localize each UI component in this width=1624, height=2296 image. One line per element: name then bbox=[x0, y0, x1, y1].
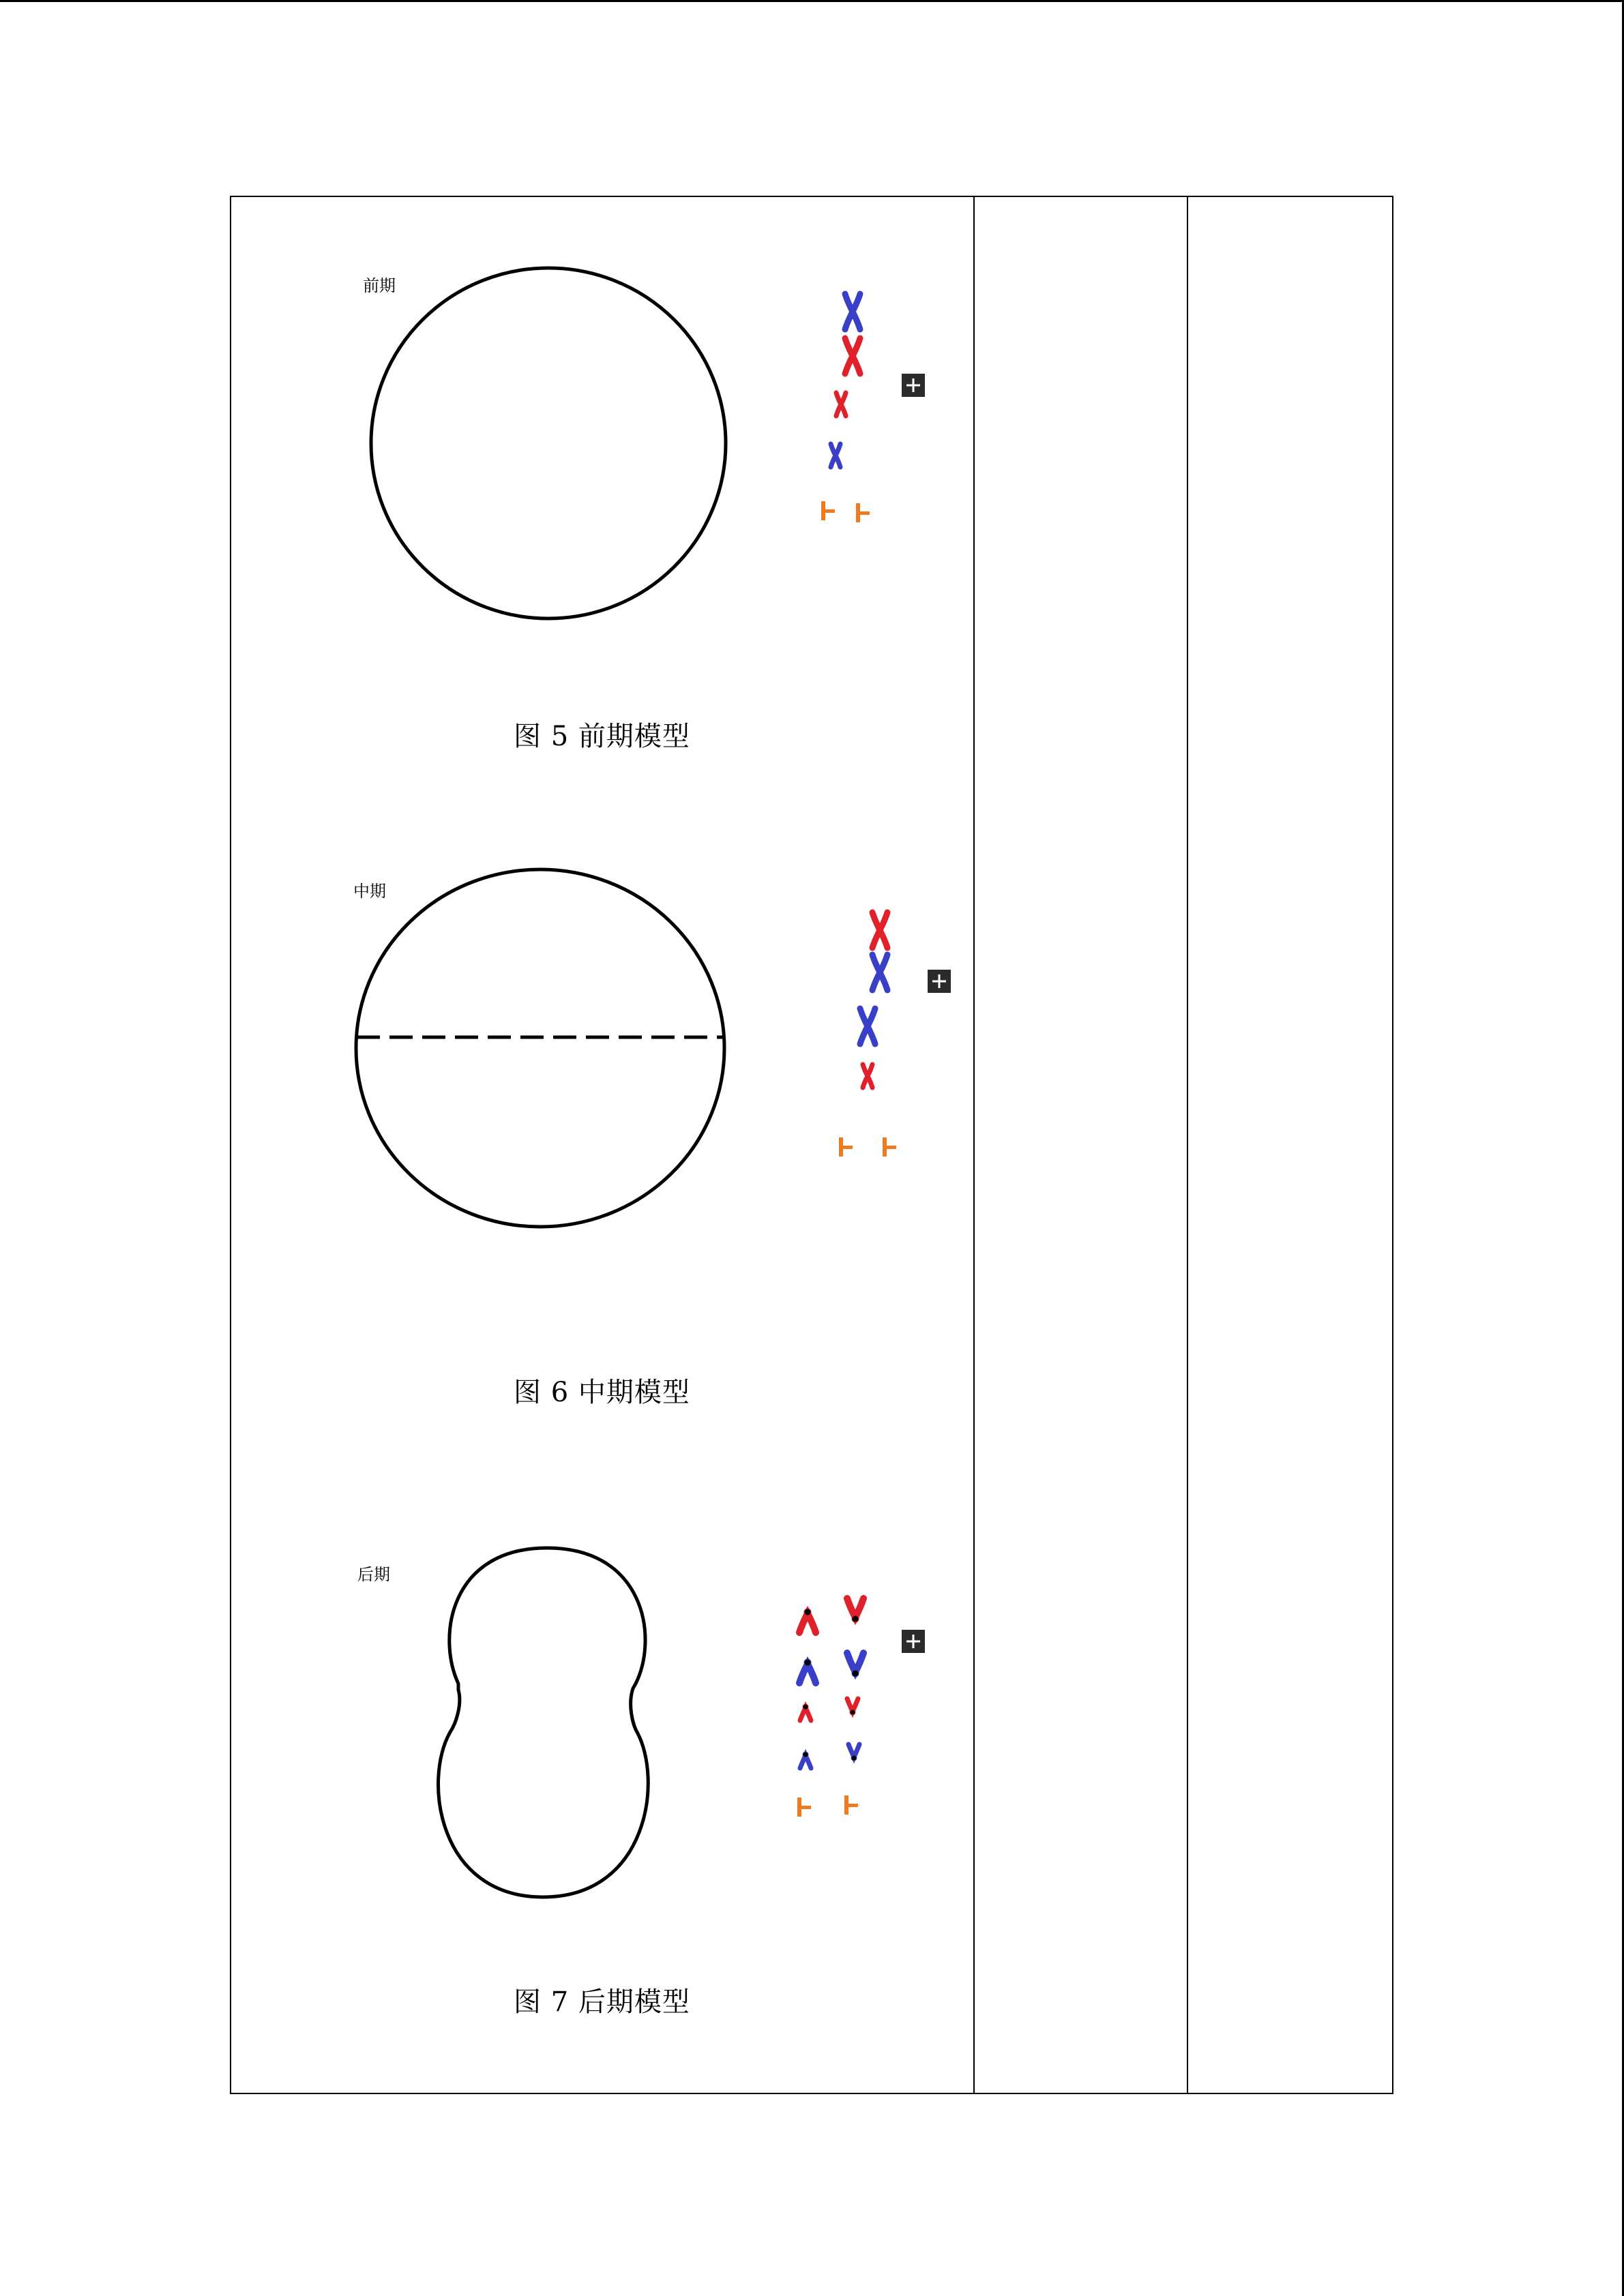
figure-anaphase bbox=[357, 1548, 925, 1897]
phase-label-anaphase: 后期 bbox=[357, 1565, 390, 1584]
chromosome-palette bbox=[797, 1598, 863, 1817]
figure-metaphase bbox=[353, 869, 951, 1227]
chromosome-palette bbox=[821, 294, 870, 522]
blue-chromatid-small-up[interactable] bbox=[800, 1752, 811, 1768]
centriole-marker[interactable] bbox=[797, 1798, 811, 1817]
red-chromatid-small-down[interactable] bbox=[847, 1699, 858, 1715]
red-chromatid-down[interactable] bbox=[847, 1598, 863, 1622]
plus-square-icon[interactable] bbox=[928, 970, 951, 993]
plus-square-icon[interactable] bbox=[902, 374, 925, 397]
phase-label-prophase: 前期 bbox=[363, 276, 396, 295]
blue-chromatid-small-down[interactable] bbox=[848, 1744, 859, 1761]
cell-outline bbox=[356, 869, 724, 1227]
figure-caption-7: 图 7 后期模型 bbox=[514, 1986, 690, 2018]
red-chromosome-small[interactable] bbox=[836, 393, 846, 416]
blue-chromosome-large[interactable] bbox=[872, 955, 887, 990]
red-chromosome-large[interactable] bbox=[872, 912, 887, 948]
red-chromatid-up[interactable] bbox=[799, 1609, 816, 1632]
blue-chromatid-up[interactable] bbox=[799, 1659, 816, 1683]
red-chromatid-small-up[interactable] bbox=[800, 1704, 811, 1720]
figure-caption-6: 图 6 中期模型 bbox=[514, 1377, 690, 1408]
centriole-marker[interactable] bbox=[821, 501, 835, 520]
plus-square-icon[interactable] bbox=[902, 1630, 925, 1653]
centriole-marker[interactable] bbox=[856, 503, 870, 522]
blue-chromatid-down[interactable] bbox=[847, 1653, 863, 1677]
figure-prophase bbox=[363, 268, 925, 618]
centriole-marker[interactable] bbox=[883, 1137, 896, 1157]
figure-caption-5: 图 5 前期模型 bbox=[514, 721, 690, 752]
blue-chromosome-small[interactable] bbox=[831, 444, 840, 467]
centriole-marker[interactable] bbox=[844, 1795, 858, 1815]
red-chromosome-small[interactable] bbox=[863, 1064, 872, 1088]
cell-outline bbox=[371, 268, 726, 618]
blue-chromosome-large[interactable] bbox=[845, 294, 860, 329]
centriole-marker[interactable] bbox=[839, 1137, 853, 1157]
blue-chromosome-large[interactable] bbox=[860, 1009, 875, 1044]
phase-label-metaphase: 中期 bbox=[353, 882, 386, 901]
red-chromosome-large[interactable] bbox=[845, 338, 860, 374]
chromosome-palette bbox=[839, 912, 896, 1157]
dividing-cell-outline bbox=[439, 1548, 649, 1897]
